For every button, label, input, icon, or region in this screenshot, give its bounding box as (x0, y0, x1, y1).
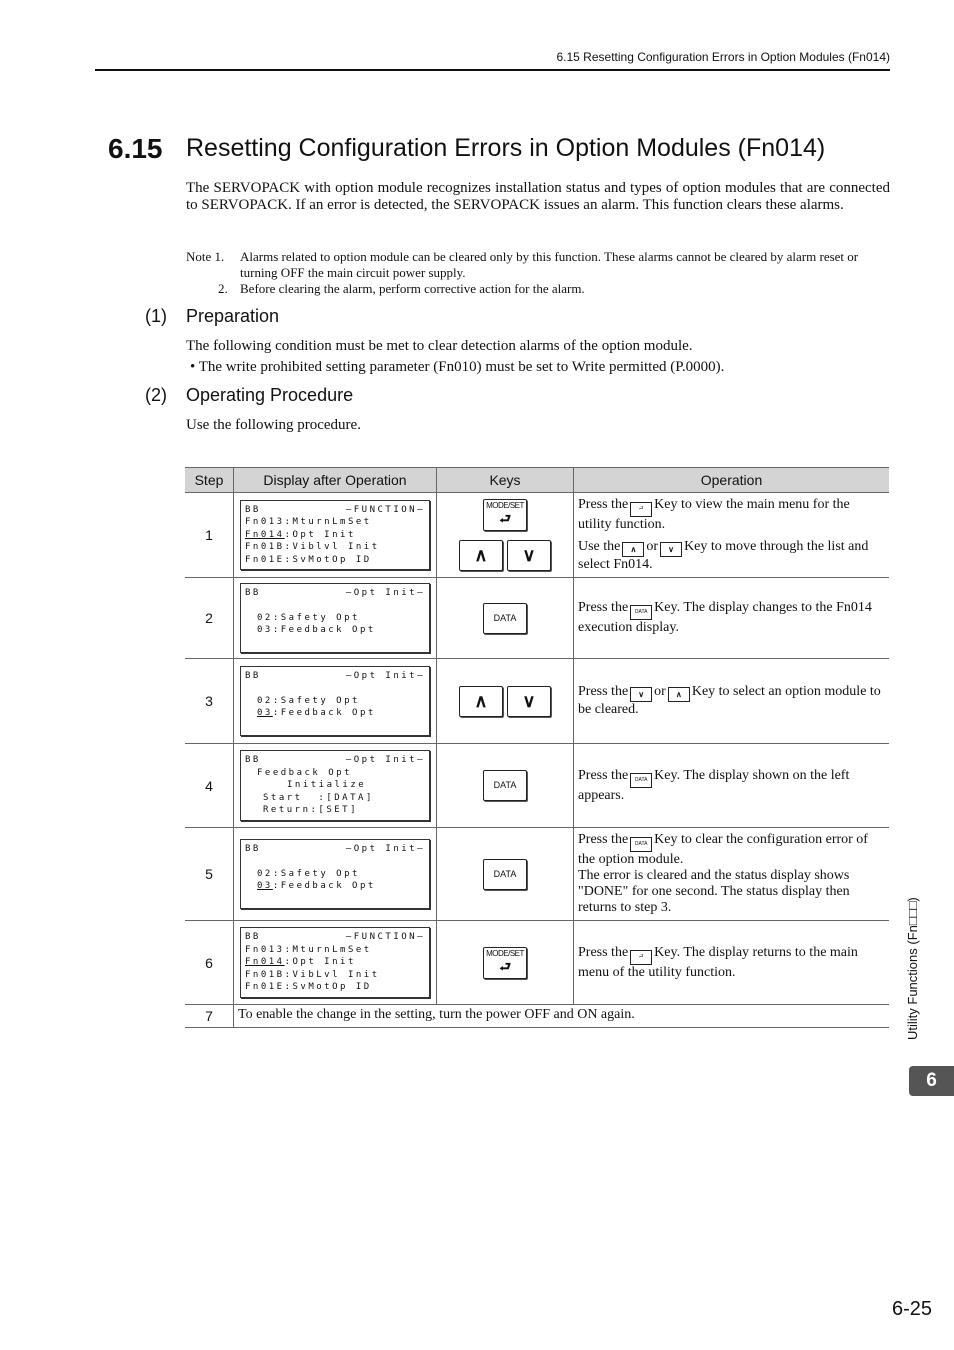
operation-cell (574, 744, 890, 828)
lcd-line: 03:Feedback Opt (257, 625, 376, 636)
procedure-title: Operating Procedure (186, 385, 354, 405)
keys-cell (437, 828, 574, 921)
table-row (185, 744, 889, 828)
procedure-table (185, 467, 889, 1028)
op-text: Press the (578, 497, 629, 512)
data-key[interactable]: DATA (483, 603, 527, 634)
operation-cell (574, 828, 890, 921)
section-title: Resetting Configuration Errors in Option Modules (Fn014) (186, 134, 826, 162)
display-cell (234, 921, 437, 1005)
op-text: Key. The display shown on the left appears. (578, 767, 850, 803)
lcd-line: Fn01E:SvMotOp ID (245, 554, 372, 565)
down-key-icon: ∨ (630, 687, 652, 702)
table-row (185, 659, 889, 744)
note-2-label: 2. (218, 281, 228, 296)
op-text: Key to move through the list and select Fn014. (578, 539, 869, 572)
table-header-row (185, 468, 889, 493)
lcd-display (240, 927, 430, 998)
lcd-line: Feedback Opt (257, 767, 353, 778)
lcd-display (240, 839, 430, 910)
procedure-text: Use the following procedure. (186, 417, 361, 433)
preparation-bullet: • The write prohibited setting parameter (Fn010) must be set to Write permitted (P.0000). (190, 359, 725, 375)
keys-cell (437, 493, 574, 578)
operation-cell: To enable the change in the setting, turn the power OFF and ON again. (234, 1005, 890, 1028)
note-1-text: Alarms related to option module can be cleared only by this function. These alarms cannot be cleared by alarm reset or turning OFF the main circuit power supply. (240, 249, 859, 280)
return-arrow-icon: ⮐ (499, 511, 511, 526)
lcd-line: Fn013:MturnLmSet (245, 517, 372, 528)
keys-cell (437, 578, 574, 659)
step-number: 2 (185, 578, 234, 659)
up-key[interactable] (459, 686, 503, 717)
lcd-status: BB (245, 932, 261, 943)
lcd-line: Start :[DATA] (263, 792, 374, 803)
table-row (185, 578, 889, 659)
lcd-mode: –Opt Init– (345, 755, 425, 766)
step-number: 5 (185, 828, 234, 921)
note-label: Note 1. (186, 249, 225, 264)
operation-cell (574, 578, 890, 659)
header-rule (95, 69, 890, 71)
display-cell (234, 578, 437, 659)
keys-cell (437, 659, 574, 744)
data-key[interactable]: DATA (483, 770, 527, 801)
op-text: Press the (578, 600, 629, 615)
lcd-line: Return:[SET] (263, 805, 359, 816)
lcd-line-text: :Feedback Opt (272, 881, 376, 892)
op-text: or (646, 539, 659, 554)
return-arrow-icon: ⮐ (499, 958, 511, 974)
data-key-icon: DATA (630, 605, 652, 620)
lcd-line-selected (245, 707, 425, 720)
lcd-line-text: :Feedback Opt (272, 708, 376, 719)
op-text: Press the (578, 944, 629, 960)
step-number: 7 (185, 1005, 234, 1028)
step-number: 1 (185, 493, 234, 578)
step-number: 6 (185, 921, 234, 1005)
lcd-mode: –Opt Init– (345, 843, 425, 854)
lcd-line-selected (245, 956, 425, 969)
mode-set-key[interactable] (483, 499, 527, 531)
down-key-icon: ∨ (660, 542, 682, 557)
op-text: Press the (578, 832, 629, 847)
lcd-line: Initialize (287, 780, 367, 791)
down-key[interactable] (507, 686, 551, 717)
preparation-text: The following condition must be met to clear detection alarms of the option module. (186, 338, 693, 354)
mode-set-key[interactable] (483, 947, 527, 979)
down-key[interactable] (507, 540, 551, 571)
op-text: Press the (578, 767, 629, 783)
op-text: Use the (578, 539, 621, 554)
lcd-line: Fn01B:VibLvl Init (245, 969, 380, 980)
operation-cell (574, 659, 890, 744)
lcd-cursor: 03 (257, 881, 273, 892)
lcd-status: BB (245, 587, 261, 598)
up-key-icon: ∧ (668, 687, 690, 702)
chapter-tab[interactable]: 6 (909, 1066, 954, 1096)
header-step: Step (185, 468, 234, 493)
preparation-number: (1) (145, 306, 167, 326)
op-text: or (654, 684, 666, 699)
down-arrow-icon: ∨ (522, 545, 536, 565)
header-operation: Operation (574, 468, 890, 493)
preparation-heading (145, 306, 279, 327)
running-header: 6.15 Resetting Configuration Errors in Option Modules (Fn014) (556, 50, 890, 64)
data-key[interactable]: DATA (483, 859, 527, 890)
display-cell (234, 828, 437, 921)
lcd-line: 02:Safety Opt (257, 612, 360, 623)
table-row (185, 828, 889, 921)
procedure-heading (145, 385, 353, 406)
up-key[interactable] (459, 540, 503, 571)
lcd-status: BB (245, 504, 261, 515)
header-keys: Keys (437, 468, 574, 493)
lcd-line-selected (245, 529, 425, 542)
lcd-cursor: Fn014 (245, 529, 285, 540)
op-text: The error is cleared and the status display shows "DONE" for one second. The status display then returns to step 3. (578, 868, 850, 915)
op-text: Key. The display returns to the main menu of the utility function. (578, 944, 858, 980)
lcd-status: BB (245, 843, 261, 854)
up-arrow-icon: ∧ (474, 690, 488, 711)
lcd-line: 02:Safety Opt (257, 868, 360, 879)
lcd-line: Fn01E:SvMotOp ID (245, 982, 372, 993)
keys-cell (437, 744, 574, 828)
lcd-mode: –Opt Init– (345, 587, 425, 598)
mode-set-key-label: MODE/SET (486, 948, 524, 958)
lcd-mode: –FUNCTION– (345, 932, 425, 943)
mode-set-key-icon: ⮐ (630, 950, 652, 965)
lcd-display (240, 750, 430, 821)
lcd-line: Fn013:MturnLmSet (245, 944, 372, 955)
lcd-display (240, 666, 430, 737)
up-key-icon: ∧ (622, 542, 644, 557)
op-text: Key to clear the configuration error of the option module. (578, 832, 868, 867)
section-number: 6.15 (108, 133, 163, 164)
lcd-line-text: :Opt Init (284, 529, 356, 540)
display-cell (234, 493, 437, 578)
step-number: 3 (185, 659, 234, 744)
lcd-cursor: Fn014 (245, 957, 285, 968)
procedure-number: (2) (145, 385, 167, 405)
lcd-display (240, 583, 430, 654)
keys-cell (437, 921, 574, 1005)
down-arrow-icon: ∨ (522, 690, 536, 711)
op-text: Key to view the main menu for the utility function. (578, 497, 850, 532)
operation-cell (574, 493, 890, 578)
step-number: 4 (185, 744, 234, 828)
op-text: Press the (578, 684, 629, 699)
preparation-title: Preparation (186, 306, 280, 326)
data-key-icon: DATA (630, 773, 652, 788)
header-display: Display after Operation (234, 468, 437, 493)
note-2-text: Before clearing the alarm, perform corrective action for the alarm. (240, 281, 585, 296)
lcd-cursor: 03 (257, 708, 273, 719)
lcd-status: BB (245, 755, 261, 766)
table-row (185, 1005, 889, 1028)
chapter-side-label: Utility Functions (Fn□□□) (905, 897, 920, 1040)
data-key-icon: DATA (630, 837, 652, 852)
lcd-status: BB (245, 670, 261, 681)
table-row (185, 493, 889, 578)
lcd-line: Fn01B:Viblvl Init (245, 542, 380, 553)
lcd-display (240, 500, 430, 571)
display-cell (234, 659, 437, 744)
op-text: Key to select an option module to be cleared. (578, 684, 881, 717)
op-text: Key. The display changes to the Fn014 execution display. (578, 600, 872, 635)
lcd-line-text: :Opt Init (284, 957, 356, 968)
page-number: 6-25 (892, 1298, 933, 1320)
lcd-line-selected (245, 880, 425, 893)
mode-set-key-icon: ⮐ (630, 502, 652, 517)
mode-set-key-label: MODE/SET (486, 501, 524, 510)
intro-paragraph: The SERVOPACK with option module recognizes installation status and types of option modules that are connected to SERVOPACK. If an error is detected, the SERVOPACK issues an alarm. This function clears these alarms. (186, 180, 890, 213)
up-arrow-icon: ∧ (474, 545, 488, 565)
lcd-mode: –Opt Init– (345, 670, 425, 681)
lcd-mode: –FUNCTION– (345, 504, 425, 515)
operation-cell (574, 921, 890, 1005)
display-cell (234, 744, 437, 828)
table-row (185, 921, 889, 1005)
lcd-line: 02:Safety Opt (257, 695, 360, 706)
